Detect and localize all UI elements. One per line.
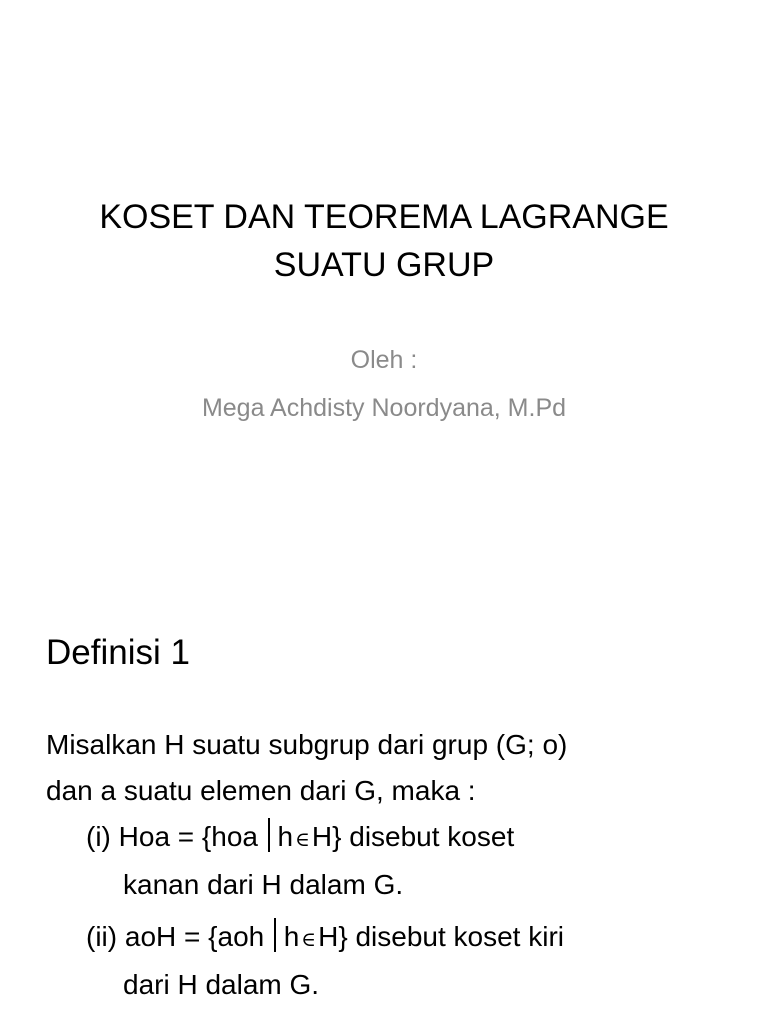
subtitle-by-label: Oleh : (350, 346, 418, 374)
such-that-bar (268, 818, 270, 852)
definition-body (46, 722, 736, 1008)
item-prefix: (i) Hoa = {hoa (86, 821, 258, 852)
intro-line-1: Misalkan H suatu subgrup dari grup (G; o) (46, 729, 568, 760)
element-of-symbol: ∈ (295, 827, 310, 851)
definition-item-right-coset (46, 814, 736, 908)
element-of-symbol: ∈ (301, 927, 317, 951)
definition-slide (0, 576, 768, 1024)
definition-heading: Definisi 1 (46, 633, 190, 672)
item-continuation: dari H dalam G. (123, 969, 320, 1000)
item-suffix: H} disebut koset (311, 821, 515, 852)
item-line (86, 814, 736, 862)
item-suffix: H} disebut koset kiri (318, 921, 564, 952)
item-line (86, 914, 736, 962)
author-name: Mega Achdisty Noordyana, M.Pd (201, 394, 567, 422)
item-variable: h (277, 821, 294, 852)
slide-title (40, 193, 728, 289)
such-that-bar (274, 918, 276, 952)
slide-subtitle (40, 336, 728, 432)
item-prefix: (ii) aoH = {aoh (86, 921, 265, 952)
item-continuation: kanan dari H dalam G. (123, 869, 404, 900)
title-line-1: KOSET DAN TEOREMA LAGRANGE (99, 198, 669, 236)
intro-line-2: dan a suatu elemen dari G, maka : (46, 775, 476, 806)
item-variable: h (283, 921, 300, 952)
definition-item-left-coset (46, 914, 736, 1008)
title-line-2: SUATU GRUP (273, 246, 495, 284)
